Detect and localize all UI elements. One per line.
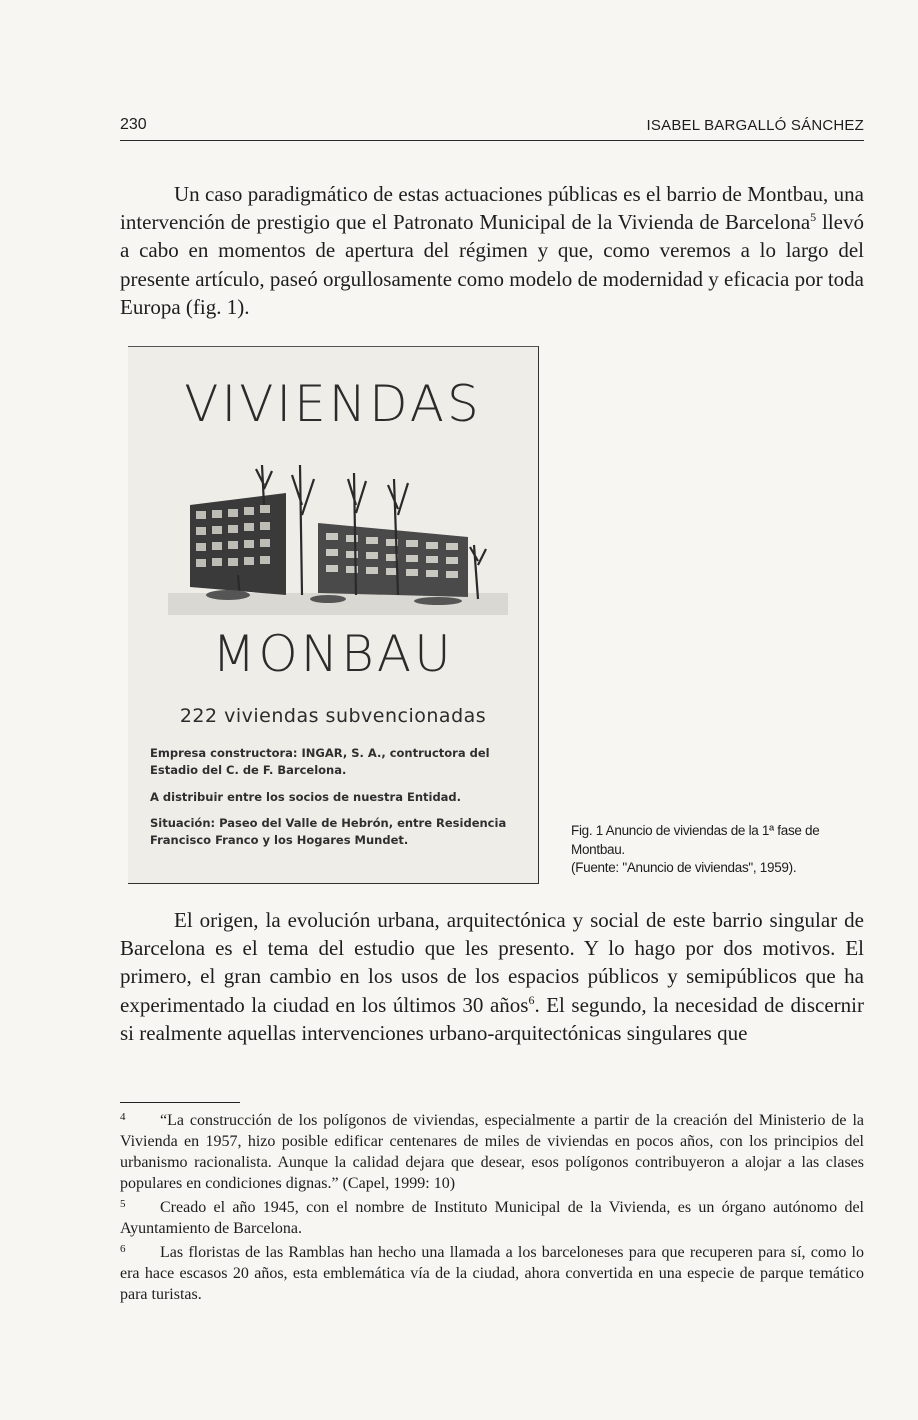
footnote-text: “La construcción de los polígonos de viviendas, especialmente a partir de la creación del Ministerio de la Vivienda en 1957, hizo posible edificar centenares de miles de viviendas en pocos años, con los principios del urbanismo racionalista. Aunque la calidad dejara que desear, esos polígonos contribuyeron a alojar a las clases populares en condiciones dignas.” (Capel, 1999: 10)	[120, 1112, 864, 1192]
footnote-4	[120, 1110, 864, 1194]
footnote-text: Las floristas de las Ramblas han hecho una llamada a los barceloneses para que recuperen para sí, como lo era hace escasos 20 años, esta emblemática vía de la ciudad, ahora convertida en una especie de parque temático para turistas.	[120, 1244, 864, 1303]
footnote-text: Creado el año 1945, con el nombre de Instituto Municipal de la Vivienda, es un órgano autónomo del Ayuntamiento de Barcelona.	[120, 1199, 864, 1237]
footnote-5	[120, 1197, 864, 1239]
footnote-ref-5[interactable]: 5	[810, 210, 817, 225]
caption-line-1: Fig. 1 Anuncio de viviendas de la 1ª fase de	[571, 823, 820, 838]
paragraph-2-text-a: El origen, la evolución urbana, arquitectónica y social de este barrio singular de Barcelona es el tema del estudio que les presento. Y lo hago por dos motivos. El primero, el gran cambio en los usos de los espacios públicos y semipúblicos que ha experimentado la ciudad en los últimos 30 años	[120, 908, 864, 1017]
footnote-rule	[120, 1102, 240, 1103]
footnotes	[120, 1110, 864, 1308]
caption-line-2: Montbau.	[571, 841, 625, 857]
figure-1-advertisement	[128, 346, 539, 884]
ad-location: Situación: Paseo del Valle de Hebrón, entre Residencia Francisco Franco y los Hogares Mundet.	[150, 816, 507, 847]
body-paragraph-1	[120, 180, 864, 321]
ad-subtitle: 222 viviendas subvencionadas	[179, 705, 487, 727]
figure-caption	[571, 822, 841, 878]
running-head-author: ISABEL BARGALLÓ SÁNCHEZ	[646, 117, 864, 134]
footnote-number: 5	[120, 1198, 126, 1210]
footnote-number: 4	[120, 1111, 126, 1123]
paragraph-2-text-b: . El segundo, la necesidad de discernir si realmente aquellas intervenciones urbano-arquitectónicas singulares que	[120, 992, 864, 1045]
ad-title: VIVIENDAS	[184, 375, 482, 433]
footnote-number: 6	[120, 1243, 126, 1255]
caption-line-3: (Fuente: "Anuncio de viviendas", 1959).	[571, 860, 797, 875]
footnote-6	[120, 1242, 864, 1305]
page-number: 230	[120, 116, 147, 133]
housing-blocks-photo	[168, 465, 508, 615]
running-head	[120, 116, 864, 141]
ad-contractor: Empresa constructora: INGAR, S. A., contructora del Estadio del C. de F. Barcelona.	[150, 746, 490, 777]
paragraph-1-text-a: Un caso paradigmático de estas actuaciones públicas es el barrio de Montbau, una intervención de prestigio que el Patronato Municipal de la Vivienda de Barcelona	[120, 182, 864, 235]
footnote-ref-6[interactable]: 6	[528, 992, 535, 1007]
body-paragraph-2	[120, 906, 864, 1047]
ad-name: MONBAU	[212, 625, 454, 683]
ad-distribution: A distribuir entre los socios de nuestra Entidad.	[150, 790, 462, 804]
paragraph-1-text-b: llevó a cabo en momentos de apertura del régimen y que, como veremos a lo largo del presente artículo, paseó orgullosamente como modelo de modernidad y eficacia por toda Europa (fig. 1).	[120, 210, 864, 319]
